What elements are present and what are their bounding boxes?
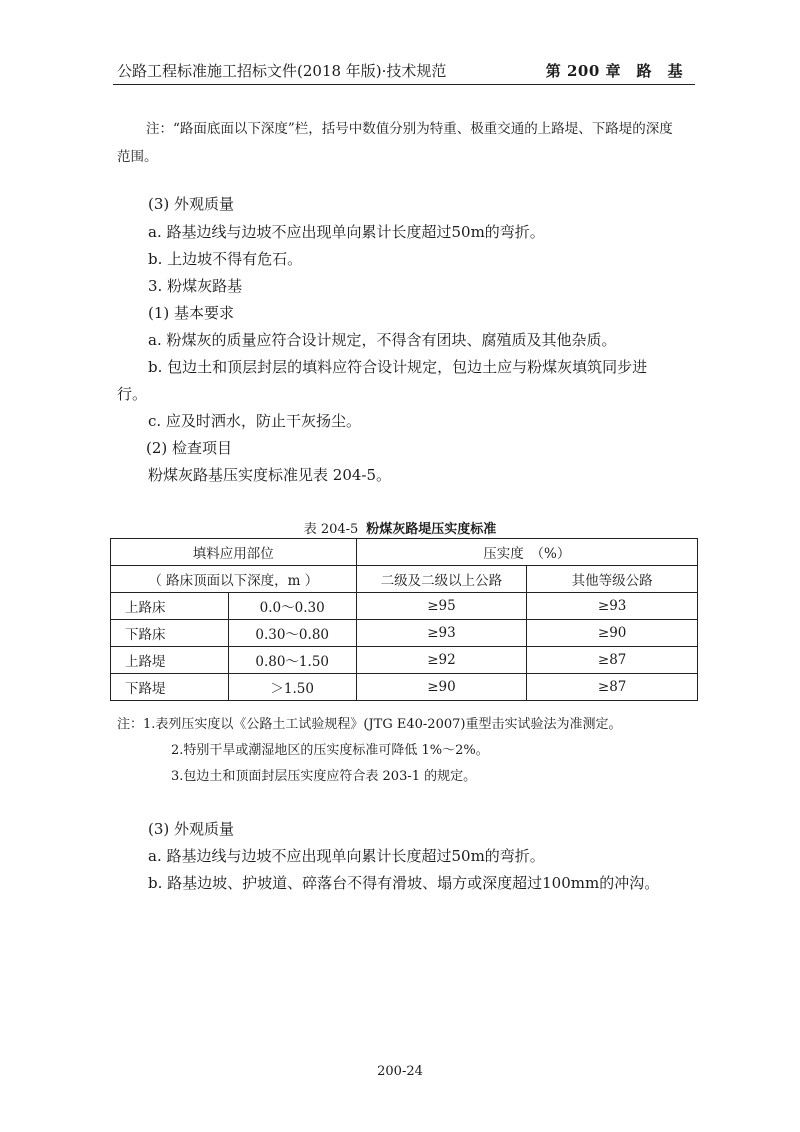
section2-item-a: a. 粉煤灰的质量应符合设计规定，不得含有团块、腐殖质及其他杂质。 <box>148 331 617 349</box>
section2-item-b-line2: 行。 <box>117 385 148 403</box>
table-cell-depth: 0.30～0.80 <box>228 620 356 647</box>
table-row <box>111 647 698 674</box>
compaction-standard-table <box>110 538 698 701</box>
table-cell-part: 上路堤 <box>111 647 229 674</box>
table-cell-grade-a: ≥90 <box>356 674 527 701</box>
table-cell-grade-b: ≥90 <box>527 620 698 647</box>
section2-sub-basic-requirements: (1) 基本要求 <box>148 304 235 322</box>
section2-sub-inspection-items: (2) 检查项目 <box>146 439 233 457</box>
table-cell-grade-a: ≥92 <box>356 647 527 674</box>
header-document-title: 公路工程标准施工招标文件(2018 年版)·技术规范 <box>117 62 447 80</box>
page-number: 200-24 <box>377 1064 423 1079</box>
table-note-2: 2.特别干旱或潮湿地区的压实度标准可降低 1%～2%。 <box>171 743 489 758</box>
table-caption <box>0 518 800 537</box>
table-row <box>111 674 698 701</box>
table-row <box>111 620 698 647</box>
table-header-part: 填料应用部位 <box>111 539 357 566</box>
table-cell-depth: ＞1.50 <box>228 674 356 701</box>
table-cell-part: 上路床 <box>111 593 229 620</box>
table-row <box>111 593 698 620</box>
table-header-row-1 <box>111 539 698 566</box>
section2-item-b-line1: b. 包边土和顶层封层的填料应符合设计规定，包边土应与粉煤灰填筑同步进 <box>148 358 648 376</box>
section2-heading: 3. 粉煤灰路基 <box>148 277 243 295</box>
table-header-depth: （ 路床顶面以下深度，m ） <box>111 566 357 593</box>
section2-item-c: c. 应及时洒水，防止干灰扬尘。 <box>148 412 361 430</box>
table-cell-part: 下路床 <box>111 620 229 647</box>
header-divider <box>113 84 695 85</box>
table-cell-grade-b: ≥87 <box>527 674 698 701</box>
note-depth-line1: 注：“路面底面以下深度”栏，括号中数值分别为特重、极重交通的上路堤、下路堤的深度 <box>146 121 673 137</box>
section3-heading: (3) 外观质量 <box>148 820 235 838</box>
header-chapter-title: 第 200 章 路 基 <box>545 62 683 80</box>
table-cell-depth: 0.80～1.50 <box>228 647 356 674</box>
section3-item-b: b. 路基边坡、护坡道、碎落台不得有滑坡、塌方或深度超过100mm的冲沟。 <box>148 874 660 892</box>
table-title: 粉煤灰路堤压实度标准 <box>366 522 497 537</box>
note-depth-line2: 范围。 <box>117 149 158 165</box>
table-cell-grade-b: ≥93 <box>527 593 698 620</box>
table-cell-part: 下路堤 <box>111 674 229 701</box>
table-cell-depth: 0.0～0.30 <box>228 593 356 620</box>
section1-heading: (3) 外观质量 <box>148 195 235 213</box>
table-cell-grade-a: ≥95 <box>356 593 527 620</box>
section2-table-intro: 粉煤灰路基压实度标准见表 204-5。 <box>148 466 392 484</box>
table-number: 表 204-5 <box>303 522 359 537</box>
section3-item-a: a. 路基边线与边坡不应出现单向累计长度超过50m的弯折。 <box>148 847 545 865</box>
section1-item-b: b. 上边坡不得有危石。 <box>148 250 303 268</box>
section1-item-a: a. 路基边线与边坡不应出现单向累计长度超过50m的弯折。 <box>148 223 545 241</box>
table-note-3: 3.包边土和顶面封层压实度应符合表 203-1 的规定。 <box>171 769 477 784</box>
table-cell-grade-b: ≥87 <box>527 647 698 674</box>
table-header-compaction: 压实度 （%） <box>356 539 697 566</box>
table-header-row-2 <box>111 566 698 593</box>
table-header-other-grades: 其他等级公路 <box>527 566 698 593</box>
table-cell-grade-a: ≥93 <box>356 620 527 647</box>
table-note-1: 注：1.表列压实度以《公路土工试验规程》(JTG E40-2007)重型击实试验法为准测定。 <box>117 717 622 732</box>
table-header-grade-two-above: 二级及二级以上公路 <box>356 566 527 593</box>
